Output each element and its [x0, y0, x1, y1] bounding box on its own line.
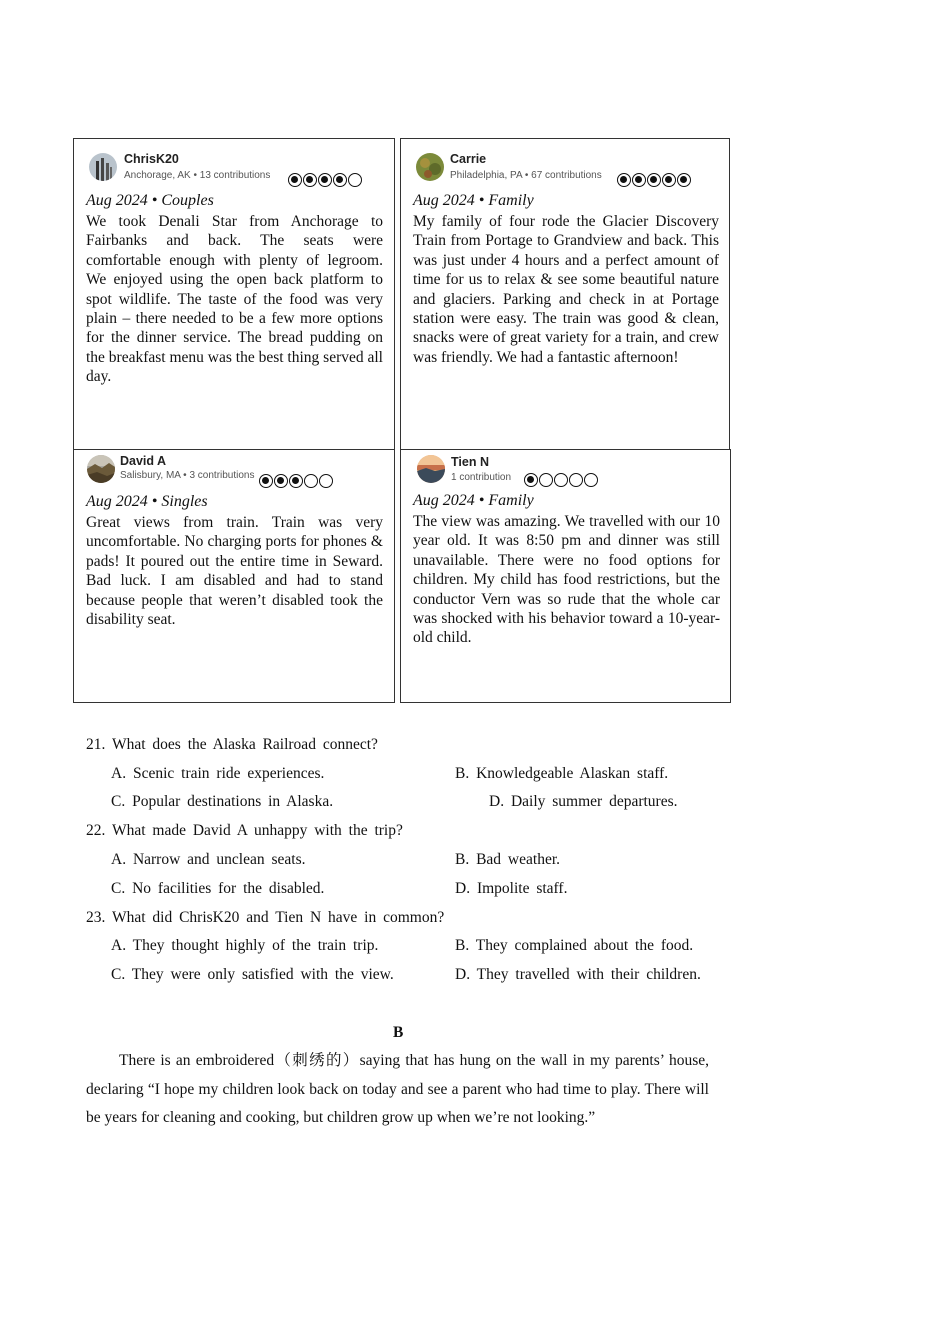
option-21-d: D. Daily summer departures.	[489, 793, 678, 810]
rating-bubble-filled-icon	[274, 474, 288, 488]
review-text: My family of four rode the Glacier Discovery Train from Portage to Grandview and back. This was just under 4 hours and a perfect amount of time for us to relax & see some beautiful nature and glaciers. Parking and check in at Portage station were easy. The train was good & clean, snacks were of great variety for a train, and crew was friendly. We had a fantastic afternoon!	[413, 213, 719, 366]
reviewer-name: David A	[120, 454, 167, 468]
option-22-d: D. Impolite staff.	[455, 880, 568, 897]
option-21-a: A. Scenic train ride experiences.	[111, 765, 325, 782]
rating-bubbles	[617, 173, 691, 187]
avatar-carrie	[416, 153, 444, 181]
review-card-carrie	[400, 138, 730, 450]
option-21-c: C. Popular destinations in Alaska.	[111, 793, 334, 810]
option-23-c: C. They were only satisfied with the view.	[111, 966, 394, 983]
rating-bubble-filled-icon	[617, 173, 631, 187]
option-21-b: B. Knowledgeable Alaskan staff.	[455, 765, 669, 782]
question-23: 23. What did ChrisK20 and Tien N have in common?	[86, 909, 445, 926]
avatar-tien-n	[417, 455, 445, 483]
trip-info: Aug 2024 • Family	[413, 192, 534, 209]
review-text: We took Denali Star from Anchorage to Fairbanks and back. The seats were comfortable enough with plenty of legroom. We enjoyed using the open back platform to spot wildlife. The taste of the food was very plain – there needed to be a few more options for the dinner service. The bread pudding on the breakfast menu was the best thing served all day.	[86, 213, 383, 386]
trip-info: Aug 2024 • Family	[413, 492, 534, 509]
option-23-d: D. They travelled with their children.	[455, 966, 701, 983]
rating-bubble-filled-icon	[289, 474, 303, 488]
rating-bubble-empty-icon	[539, 473, 553, 487]
rating-bubbles	[288, 173, 362, 187]
reviewer-name: Tien N	[451, 455, 489, 469]
review-card-david-a	[73, 449, 395, 703]
option-22-b: B. Bad weather.	[455, 851, 561, 868]
trip-info: Aug 2024 • Singles	[86, 493, 208, 510]
question-21: 21. What does the Alaska Railroad connect?	[86, 736, 378, 753]
rating-bubble-empty-icon	[584, 473, 598, 487]
reviewer-meta: Philadelphia, PA • 67 contributions	[450, 170, 602, 181]
reviewer-name: ChrisK20	[124, 152, 179, 166]
rating-bubbles	[524, 473, 598, 487]
trip-info: Aug 2024 • Couples	[86, 192, 214, 209]
rating-bubble-empty-icon	[319, 474, 333, 488]
avatar-chrisk20	[89, 153, 117, 181]
rating-bubble-filled-icon	[318, 173, 332, 187]
rating-bubble-filled-icon	[259, 474, 273, 488]
rating-bubble-filled-icon	[677, 173, 691, 187]
avatar-david-a	[87, 455, 115, 483]
passage-b-paragraph: There is an embroidered（刺绣的）saying that has hung on the wall in my parents’ house, declaring “I hope my children look back on today and see a parent who had time to play. There will be years for cleaning and cooking, but children grow up when we’re not looking.”	[86, 1052, 709, 1126]
rating-bubble-filled-icon	[647, 173, 661, 187]
question-22: 22. What made David A unhappy with the trip?	[86, 822, 403, 839]
rating-bubble-filled-icon	[333, 173, 347, 187]
rating-bubble-filled-icon	[662, 173, 676, 187]
rating-bubble-filled-icon	[524, 473, 538, 487]
rating-bubble-empty-icon	[554, 473, 568, 487]
rating-bubble-empty-icon	[304, 474, 318, 488]
rating-bubble-filled-icon	[632, 173, 646, 187]
reviewer-meta: Anchorage, AK • 13 contributions	[124, 170, 271, 181]
option-23-a: A. They thought highly of the train trip.	[111, 937, 379, 954]
review-text: The view was amazing. We travelled with our 10 year old. It was 8:50 pm and dinner was still unavailable. There were no food options for children. My child has food restrictions, but the conductor Vern was so rude that the whole car was shocked with his behavior toward a 10-year-old child.	[413, 513, 720, 647]
option-22-a: A. Narrow and unclean seats.	[111, 851, 306, 868]
rating-bubble-filled-icon	[303, 173, 317, 187]
rating-bubble-empty-icon	[569, 473, 583, 487]
option-22-c: C. No facilities for the disabled.	[111, 880, 325, 897]
reviewer-meta: 1 contribution	[451, 472, 512, 483]
rating-bubbles	[259, 474, 333, 488]
section-title-b: B	[393, 1024, 404, 1041]
option-23-b: B. They complained about the food.	[455, 937, 694, 954]
review-text: Great views from train. Train was very uncomfortable. No charging ports for phones & pads! It poured out the entire time in Seward. Bad luck. I am disabled and had to stand because people that weren’t disabled took the disability seat.	[86, 514, 383, 629]
reviewer-meta: Salisbury, MA • 3 contributions	[120, 470, 255, 481]
review-card-tien-n	[400, 449, 731, 703]
reviewer-name: Carrie	[450, 152, 487, 166]
review-card-chrisk20	[73, 138, 395, 450]
rating-bubble-empty-icon	[348, 173, 362, 187]
rating-bubble-filled-icon	[288, 173, 302, 187]
